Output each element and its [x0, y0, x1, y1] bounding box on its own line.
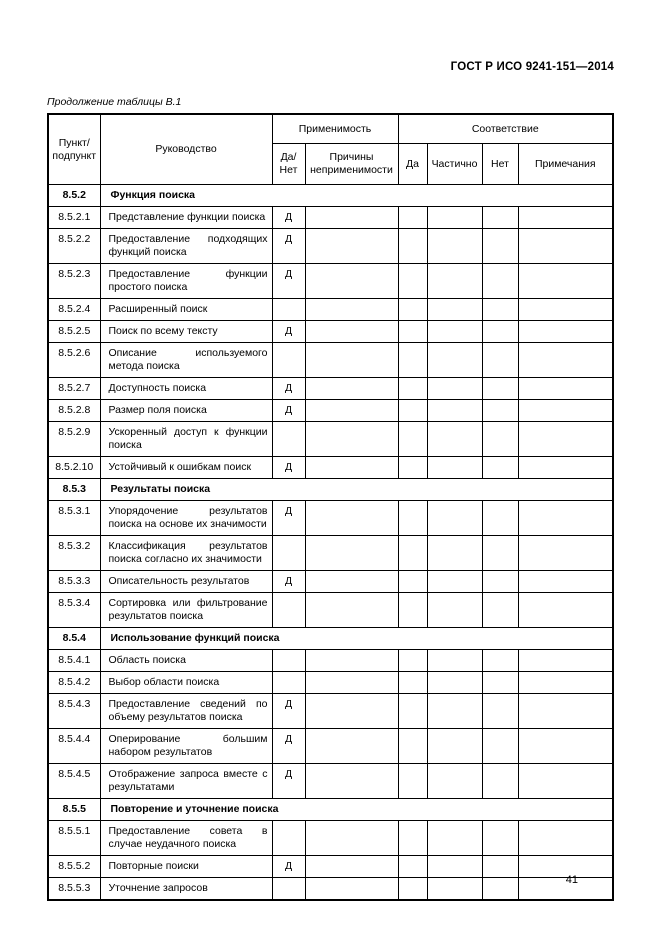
item-row [48, 694, 613, 729]
conf-partial-cell [427, 729, 482, 764]
applicability-cell [272, 593, 305, 628]
item-row [48, 593, 613, 628]
conf-yes-cell [398, 571, 427, 593]
item-row [48, 878, 613, 901]
notes-cell [518, 343, 613, 378]
applicability-cell: Д [272, 229, 305, 264]
item-row [48, 378, 613, 400]
conf-no-cell [482, 764, 518, 799]
conf-yes-cell [398, 821, 427, 856]
guidance-cell: Предоставление совета в случае неудачного поиска [100, 821, 272, 856]
header-group-conformance: Соответствие [398, 114, 613, 144]
header-group-applicability: Применимость [272, 114, 398, 144]
item-id-cell: 8.5.4.1 [48, 650, 100, 672]
notes-cell [518, 536, 613, 571]
conf-partial-cell [427, 878, 482, 901]
guidance-cell: Предоставление функции простого поиска [100, 264, 272, 299]
item-row [48, 422, 613, 457]
item-row [48, 343, 613, 378]
guidance-cell: Уточнение запросов [100, 878, 272, 901]
section-row [48, 799, 613, 821]
applicability-cell: Д [272, 856, 305, 878]
conf-no-cell [482, 422, 518, 457]
applicability-cell: Д [272, 400, 305, 422]
reasons-cell [305, 593, 398, 628]
item-row [48, 821, 613, 856]
applicability-cell [272, 672, 305, 694]
notes-cell [518, 821, 613, 856]
conf-partial-cell [427, 299, 482, 321]
item-id-cell: 8.5.2.9 [48, 422, 100, 457]
guidance-cell: Описание используемого метода поиска [100, 343, 272, 378]
reasons-cell [305, 422, 398, 457]
section-id-cell: 8.5.5 [48, 799, 100, 821]
conf-partial-cell [427, 821, 482, 856]
conf-yes-cell [398, 400, 427, 422]
applicability-cell: Д [272, 264, 305, 299]
conf-partial-cell [427, 422, 482, 457]
conf-yes-cell [398, 878, 427, 901]
item-row [48, 571, 613, 593]
guidance-cell: Классификация результатов поиска согласно их значимости [100, 536, 272, 571]
reasons-cell [305, 229, 398, 264]
item-id-cell: 8.5.3.3 [48, 571, 100, 593]
section-row [48, 479, 613, 501]
conf-no-cell [482, 593, 518, 628]
table-header [48, 114, 613, 185]
conf-no-cell [482, 264, 518, 299]
applicability-cell: Д [272, 694, 305, 729]
reasons-cell [305, 321, 398, 343]
item-id-cell: 8.5.4.4 [48, 729, 100, 764]
header-notes-col: Примечания [518, 144, 613, 185]
notes-cell [518, 321, 613, 343]
conf-yes-cell [398, 694, 427, 729]
applicability-cell: Д [272, 457, 305, 479]
guidance-cell: Ускоренный доступ к функции поиска [100, 422, 272, 457]
applicability-cell: Д [272, 501, 305, 536]
item-row [48, 400, 613, 422]
notes-cell [518, 457, 613, 479]
header-conf-yes-col: Да [398, 144, 427, 185]
page-number: 41 [565, 874, 578, 886]
conf-no-cell [482, 694, 518, 729]
conf-partial-cell [427, 457, 482, 479]
conf-partial-cell [427, 856, 482, 878]
reasons-cell [305, 299, 398, 321]
notes-cell [518, 264, 613, 299]
reasons-cell [305, 536, 398, 571]
header-reasons-col: Причины неприменимости [305, 144, 398, 185]
conf-yes-cell [398, 764, 427, 799]
header-yes-no-col: Да/ Нет [272, 144, 305, 185]
item-row [48, 856, 613, 878]
conf-no-cell [482, 856, 518, 878]
conf-yes-cell [398, 593, 427, 628]
document-header: ГОСТ Р ИСО 9241-151—2014 [450, 61, 614, 73]
item-row [48, 536, 613, 571]
conf-yes-cell [398, 422, 427, 457]
item-id-cell: 8.5.5.3 [48, 878, 100, 901]
conf-no-cell [482, 536, 518, 571]
item-id-cell: 8.5.2.1 [48, 207, 100, 229]
item-row [48, 229, 613, 264]
reasons-cell [305, 378, 398, 400]
reasons-cell [305, 821, 398, 856]
section-row [48, 628, 613, 650]
item-id-cell: 8.5.4.3 [48, 694, 100, 729]
reasons-cell [305, 764, 398, 799]
guidance-cell: Устойчивый к ошибкам поиск [100, 457, 272, 479]
item-row [48, 764, 613, 799]
item-id-cell: 8.5.3.2 [48, 536, 100, 571]
guidance-cell: Повторные поиски [100, 856, 272, 878]
applicability-cell: Д [272, 764, 305, 799]
conf-yes-cell [398, 457, 427, 479]
item-id-cell: 8.5.4.5 [48, 764, 100, 799]
section-id-cell: 8.5.3 [48, 479, 100, 501]
applicability-cell [272, 422, 305, 457]
item-id-cell: 8.5.5.1 [48, 821, 100, 856]
guidance-cell: Выбор области поиска [100, 672, 272, 694]
notes-cell [518, 672, 613, 694]
item-id-cell: 8.5.5.2 [48, 856, 100, 878]
item-row [48, 207, 613, 229]
item-id-cell: 8.5.2.3 [48, 264, 100, 299]
conf-no-cell [482, 501, 518, 536]
conf-partial-cell [427, 501, 482, 536]
conf-partial-cell [427, 264, 482, 299]
conf-yes-cell [398, 650, 427, 672]
item-id-cell: 8.5.3.1 [48, 501, 100, 536]
guidance-cell: Поиск по всему тексту [100, 321, 272, 343]
table-caption: Продолжение таблицы В.1 [47, 96, 182, 108]
reasons-cell [305, 457, 398, 479]
applicability-cell: Д [272, 729, 305, 764]
header-conf-partial-col: Частично [427, 144, 482, 185]
guidance-cell: Размер поля поиска [100, 400, 272, 422]
guidance-cell: Предоставление подходящих функций поиска [100, 229, 272, 264]
item-id-cell: 8.5.2.6 [48, 343, 100, 378]
conf-yes-cell [398, 299, 427, 321]
conf-no-cell [482, 400, 518, 422]
reasons-cell [305, 264, 398, 299]
section-title-cell: Функция поиска [100, 185, 613, 207]
conf-no-cell [482, 878, 518, 901]
notes-cell [518, 299, 613, 321]
applicability-cell [272, 650, 305, 672]
header-row-groups [48, 114, 613, 144]
conf-partial-cell [427, 650, 482, 672]
conf-no-cell [482, 343, 518, 378]
conf-yes-cell [398, 229, 427, 264]
conf-yes-cell [398, 672, 427, 694]
reasons-cell [305, 729, 398, 764]
guidance-cell: Представление функции поиска [100, 207, 272, 229]
guidance-cell: Оперирование большим набором результатов [100, 729, 272, 764]
notes-cell [518, 207, 613, 229]
section-id-cell: 8.5.4 [48, 628, 100, 650]
notes-cell [518, 764, 613, 799]
item-row [48, 457, 613, 479]
item-id-cell: 8.5.3.4 [48, 593, 100, 628]
reasons-cell [305, 856, 398, 878]
notes-cell [518, 694, 613, 729]
notes-cell [518, 422, 613, 457]
applicability-cell: Д [272, 207, 305, 229]
guidance-cell: Отображение запроса вместе с результатами [100, 764, 272, 799]
conf-yes-cell [398, 321, 427, 343]
item-row [48, 729, 613, 764]
item-id-cell: 8.5.2.10 [48, 457, 100, 479]
item-row [48, 321, 613, 343]
applicability-cell: Д [272, 378, 305, 400]
notes-cell [518, 729, 613, 764]
section-title-cell: Повторение и уточнение поиска [100, 799, 613, 821]
notes-cell [518, 400, 613, 422]
conf-partial-cell [427, 694, 482, 729]
reasons-cell [305, 501, 398, 536]
conf-yes-cell [398, 378, 427, 400]
applicability-cell [272, 821, 305, 856]
item-row [48, 672, 613, 694]
header-guidance-col: Руководство [100, 114, 272, 185]
item-id-cell: 8.5.2.8 [48, 400, 100, 422]
guidance-cell: Упорядочение результатов поиска на основе их значимости [100, 501, 272, 536]
conf-yes-cell [398, 264, 427, 299]
reasons-cell [305, 343, 398, 378]
conf-no-cell [482, 207, 518, 229]
conf-partial-cell [427, 536, 482, 571]
section-row [48, 185, 613, 207]
conf-no-cell [482, 821, 518, 856]
applicability-cell [272, 343, 305, 378]
reasons-cell [305, 878, 398, 901]
item-row [48, 650, 613, 672]
conf-partial-cell [427, 229, 482, 264]
guidance-cell: Область поиска [100, 650, 272, 672]
item-id-cell: 8.5.2.4 [48, 299, 100, 321]
item-id-cell: 8.5.2.5 [48, 321, 100, 343]
applicability-cell: Д [272, 321, 305, 343]
guidance-cell: Расширенный поиск [100, 299, 272, 321]
section-title-cell: Результаты поиска [100, 479, 613, 501]
reasons-cell [305, 672, 398, 694]
conf-no-cell [482, 650, 518, 672]
conf-no-cell [482, 571, 518, 593]
guidance-cell: Предоставление сведений по объему результатов поиска [100, 694, 272, 729]
guidance-cell: Доступность поиска [100, 378, 272, 400]
reasons-cell [305, 694, 398, 729]
notes-cell [518, 571, 613, 593]
applicability-cell [272, 536, 305, 571]
guidance-table [47, 113, 614, 901]
table-body [48, 185, 613, 901]
item-row [48, 299, 613, 321]
conf-no-cell [482, 299, 518, 321]
conf-partial-cell [427, 764, 482, 799]
notes-cell [518, 378, 613, 400]
conf-partial-cell [427, 321, 482, 343]
conf-yes-cell [398, 536, 427, 571]
conf-no-cell [482, 321, 518, 343]
conf-no-cell [482, 229, 518, 264]
guidance-cell: Описательность результатов [100, 571, 272, 593]
guidance-cell: Сортировка или фильтрование результатов поиска [100, 593, 272, 628]
notes-cell [518, 501, 613, 536]
reasons-cell [305, 650, 398, 672]
conf-partial-cell [427, 207, 482, 229]
conf-partial-cell [427, 343, 482, 378]
section-title-cell: Использование функций поиска [100, 628, 613, 650]
item-id-cell: 8.5.4.2 [48, 672, 100, 694]
conf-no-cell [482, 378, 518, 400]
conf-yes-cell [398, 729, 427, 764]
item-id-cell: 8.5.2.7 [48, 378, 100, 400]
conf-yes-cell [398, 856, 427, 878]
conf-partial-cell [427, 672, 482, 694]
conf-partial-cell [427, 400, 482, 422]
conf-partial-cell [427, 571, 482, 593]
item-id-cell: 8.5.2.2 [48, 229, 100, 264]
reasons-cell [305, 400, 398, 422]
conf-yes-cell [398, 501, 427, 536]
conf-partial-cell [427, 593, 482, 628]
notes-cell [518, 593, 613, 628]
header-conf-no-col: Нет [482, 144, 518, 185]
conf-no-cell [482, 457, 518, 479]
section-id-cell: 8.5.2 [48, 185, 100, 207]
applicability-cell [272, 878, 305, 901]
conf-no-cell [482, 672, 518, 694]
conf-yes-cell [398, 207, 427, 229]
reasons-cell [305, 571, 398, 593]
conf-no-cell [482, 729, 518, 764]
applicability-cell [272, 299, 305, 321]
notes-cell [518, 650, 613, 672]
header-item-col: Пункт/ подпункт [48, 114, 100, 185]
item-row [48, 264, 613, 299]
reasons-cell [305, 207, 398, 229]
item-row [48, 501, 613, 536]
notes-cell [518, 229, 613, 264]
applicability-cell: Д [272, 571, 305, 593]
conf-yes-cell [398, 343, 427, 378]
conf-partial-cell [427, 378, 482, 400]
